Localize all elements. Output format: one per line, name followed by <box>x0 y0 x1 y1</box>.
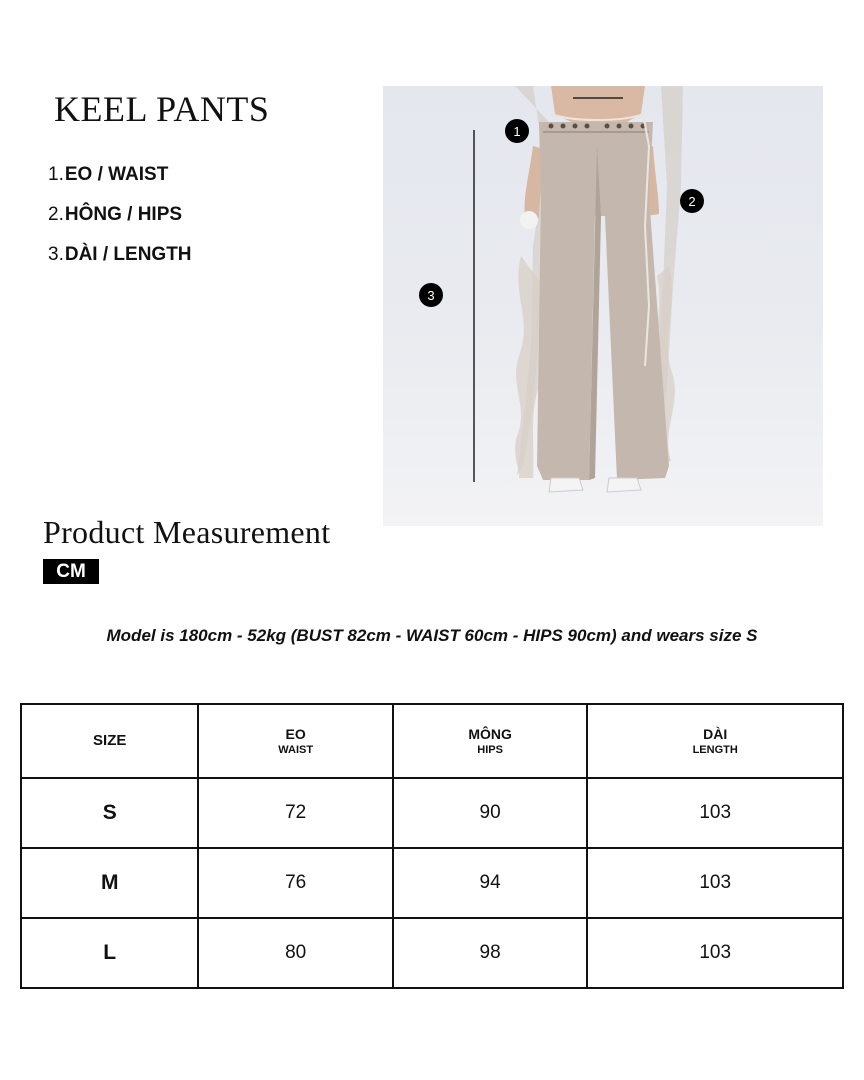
header-sub: HIPS <box>477 743 503 756</box>
svg-text:1: 1 <box>513 124 521 139</box>
header-waist <box>198 704 392 778</box>
wrist-accessory <box>520 211 538 229</box>
measurement-label: DÀI / LENGTH <box>64 244 192 265</box>
svg-text:2: 2 <box>688 194 696 209</box>
table-row <box>21 848 843 918</box>
header-main: DÀI <box>703 725 728 742</box>
header-main: SIZE <box>93 732 127 749</box>
cell-size: S <box>21 778 198 848</box>
cell-length: 103 <box>587 918 843 988</box>
header-sub: LENGTH <box>692 743 738 756</box>
product-title: KEEL PANTS <box>54 89 270 129</box>
cell-length: 103 <box>587 848 843 918</box>
cell-waist: 76 <box>198 848 392 918</box>
header-sub: WAIST <box>278 743 314 756</box>
size-table <box>20 703 844 989</box>
marker-3 <box>419 283 443 307</box>
measurement-number: 2. <box>48 204 64 225</box>
product-photo <box>383 86 823 526</box>
shoe-right <box>607 478 641 492</box>
marker-2 <box>680 189 704 213</box>
section-title: Product Measurement <box>43 514 331 550</box>
measurement-label: HÔNG / HIPS <box>64 204 183 225</box>
measurement-item-hips <box>48 203 192 243</box>
header-length <box>587 704 843 778</box>
measurement-number: 1. <box>48 164 64 185</box>
model-illustration <box>383 86 823 526</box>
header-main: EO <box>285 725 306 742</box>
model-note: Model is 180cm - 52kg (BUST 82cm - WAIST 60cm - HIPS 90cm) and wears size S <box>106 626 758 645</box>
table-row <box>21 918 843 988</box>
cell-waist: 72 <box>198 778 392 848</box>
cell-hips: 94 <box>393 848 587 918</box>
header-main: MÔNG <box>468 725 512 742</box>
table-header-row <box>21 704 843 778</box>
unit-badge: CM <box>43 559 99 584</box>
cell-length: 103 <box>587 778 843 848</box>
cell-hips: 90 <box>393 778 587 848</box>
measurement-item-waist <box>48 163 192 203</box>
measurement-item-length <box>48 243 192 283</box>
cell-size: M <box>21 848 198 918</box>
header-hips <box>393 704 587 778</box>
table-row <box>21 778 843 848</box>
marker-1 <box>505 119 529 143</box>
cell-size: L <box>21 918 198 988</box>
measurement-label: EO / WAIST <box>64 164 169 185</box>
measurement-list <box>48 163 192 283</box>
cell-waist: 80 <box>198 918 392 988</box>
shoe-left <box>549 478 583 492</box>
header-size <box>21 704 198 778</box>
svg-text:3: 3 <box>427 288 435 303</box>
cell-hips: 98 <box>393 918 587 988</box>
measurement-number: 3. <box>48 244 64 265</box>
